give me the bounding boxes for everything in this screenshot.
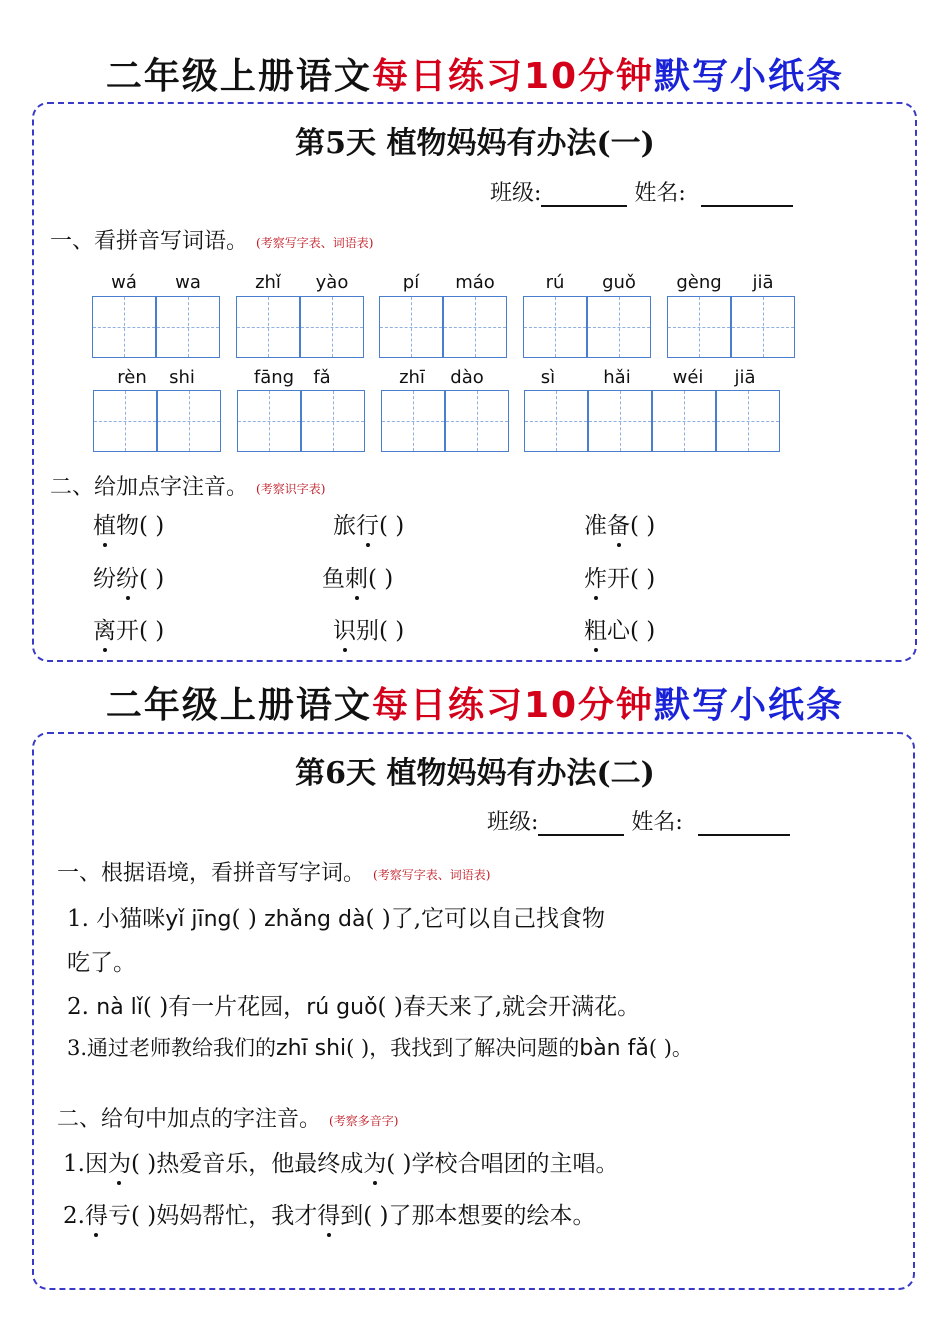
name-blank[interactable] bbox=[698, 812, 790, 836]
answer-paren[interactable]: ( ) bbox=[630, 618, 656, 644]
pinyin-label: máo bbox=[455, 272, 495, 293]
pinyin-prompt: bàn fǎ bbox=[579, 1036, 649, 1061]
writing-grid-cell[interactable] bbox=[300, 296, 364, 358]
question-1-cont: 吃了。 bbox=[67, 950, 136, 976]
dotted-char: 炸 bbox=[584, 560, 607, 593]
answer-paren[interactable]: ( )，我找到了解决问题的 bbox=[346, 1036, 580, 1060]
pinyin-label: wéi bbox=[672, 367, 704, 388]
answer-paren[interactable]: ( ) bbox=[630, 513, 656, 539]
pinyin-prompt: zhǎng dà bbox=[264, 907, 366, 932]
sentence-1: 1.因为( )热爱音乐，他最终成为( )学校合唱团的主唱。 bbox=[63, 1145, 618, 1178]
dotted-char: 识 bbox=[333, 612, 356, 645]
dotted-char: 备 bbox=[607, 507, 630, 540]
question-3: 3.通过老师教给我们的zhī shi( )，我找到了解决问题的bàn fǎ( )。 bbox=[67, 1036, 693, 1061]
writing-grid-cell[interactable] bbox=[445, 390, 509, 452]
section-heading-text: 一、根据语境，看拼音写字词。 bbox=[57, 861, 366, 886]
day5-title: 第5天 植物妈妈有办法(一) bbox=[295, 126, 655, 161]
word-item: 识别( ) bbox=[333, 612, 404, 645]
pinyin-label: fǎ bbox=[313, 367, 331, 388]
dotted-char: 离 bbox=[93, 612, 116, 645]
banner-part3: 默写小纸条 bbox=[654, 56, 845, 97]
pinyin-prompt: zhī shi bbox=[276, 1036, 347, 1061]
name-label: 姓名: bbox=[631, 810, 683, 835]
writing-grid-cell[interactable] bbox=[587, 296, 651, 358]
writing-grid-cell[interactable] bbox=[524, 390, 588, 452]
day6-section2-heading bbox=[57, 1102, 398, 1133]
banner-bottom bbox=[0, 677, 950, 728]
writing-grid-cell[interactable] bbox=[236, 296, 300, 358]
answer-paren[interactable]: ( ) bbox=[379, 513, 405, 539]
class-blank[interactable] bbox=[538, 812, 624, 836]
day5-section1-heading bbox=[50, 224, 373, 255]
pinyin-label: wá bbox=[111, 272, 137, 293]
writing-grid-cell[interactable] bbox=[379, 296, 443, 358]
pinyin-prompt: yǐ jīng bbox=[165, 907, 232, 932]
class-label: 班级: bbox=[487, 810, 539, 835]
word-item: 准备( ) bbox=[584, 507, 655, 540]
day6-section1-heading bbox=[57, 856, 490, 887]
pinyin-label: jiā bbox=[752, 272, 774, 293]
dotted-char: 植 bbox=[93, 507, 116, 540]
answer-paren[interactable]: ( ) bbox=[630, 566, 656, 592]
dotted-char: 粗 bbox=[584, 612, 607, 645]
writing-grid-cell[interactable] bbox=[92, 296, 156, 358]
banner-top bbox=[0, 48, 950, 99]
answer-paren[interactable]: ( ) bbox=[231, 906, 265, 932]
pinyin-label: rú bbox=[545, 272, 565, 293]
word-item: 鱼刺( ) bbox=[322, 560, 393, 593]
answer-paren[interactable]: ( )。 bbox=[648, 1036, 693, 1060]
writing-grid-cell[interactable] bbox=[237, 390, 301, 452]
writing-grid-cell[interactable] bbox=[157, 390, 221, 452]
day5-section2-heading bbox=[50, 470, 325, 501]
pinyin-label: wa bbox=[175, 272, 201, 293]
answer-paren[interactable]: ( ) bbox=[139, 566, 165, 592]
pinyin-label: yào bbox=[315, 272, 349, 293]
day6-class-name-row bbox=[487, 805, 790, 836]
answer-paren[interactable]: ( ) bbox=[368, 566, 394, 592]
pinyin-label: sì bbox=[540, 367, 556, 388]
name-blank[interactable] bbox=[701, 183, 793, 207]
pinyin-label: dào bbox=[450, 367, 484, 388]
banner-part2: 每日练习10分钟 bbox=[371, 56, 655, 97]
answer-paren[interactable]: ( )学校合唱团的主唱。 bbox=[386, 1151, 619, 1177]
pinyin-label: hǎi bbox=[603, 367, 631, 388]
writing-grid-cell[interactable] bbox=[523, 296, 587, 358]
dotted-char: 为 bbox=[108, 1145, 131, 1178]
answer-paren[interactable]: ( ) bbox=[139, 618, 165, 644]
writing-grid-cell[interactable] bbox=[588, 390, 652, 452]
answer-paren[interactable]: ( ) bbox=[379, 618, 405, 644]
answer-paren[interactable]: ( ) bbox=[139, 513, 165, 539]
dotted-char: 纷 bbox=[116, 560, 139, 593]
section-note: (考察多音字) bbox=[329, 1113, 399, 1128]
question-2: 2. nà lǐ( )有一片花园，rú guǒ( )春天来了,就会开满花。 bbox=[67, 994, 641, 1020]
word-item: 粗心( ) bbox=[584, 612, 655, 645]
pinyin-label: shi bbox=[169, 367, 195, 388]
pinyin-label: guǒ bbox=[602, 272, 636, 293]
question-1: 1. 小猫咪yǐ jīng( ) zhǎng dà( )了,它可以自己找食物 bbox=[67, 906, 606, 932]
class-label: 班级: bbox=[490, 181, 542, 206]
answer-paren[interactable]: 到( )了那本想要的绘本。 bbox=[340, 1203, 596, 1229]
section-heading-text: 一、看拼音写词语。 bbox=[50, 229, 249, 254]
writing-grid-cell[interactable] bbox=[716, 390, 780, 452]
pinyin-label: pí bbox=[402, 272, 420, 293]
answer-paren[interactable]: 亏( )妈妈帮忙，我才 bbox=[107, 1203, 318, 1229]
pinyin-prompt: rú guǒ bbox=[306, 995, 378, 1020]
word-item: 炸开( ) bbox=[584, 560, 655, 593]
writing-grid-cell[interactable] bbox=[731, 296, 795, 358]
dotted-char: 得 bbox=[85, 1197, 108, 1230]
name-label: 姓名: bbox=[634, 181, 686, 206]
word-item: 植物( ) bbox=[93, 507, 164, 540]
section-heading-text: 二、给加点字注音。 bbox=[50, 475, 249, 500]
dotted-char: 得 bbox=[317, 1197, 340, 1230]
pinyin-label: zhī bbox=[399, 367, 425, 388]
pinyin-label: rèn bbox=[117, 367, 147, 388]
day6-title: 第6天 植物妈妈有办法(二) bbox=[295, 756, 655, 791]
writing-grid-cell[interactable] bbox=[667, 296, 731, 358]
section-note: (考察写字表、词语表) bbox=[373, 867, 491, 882]
class-blank[interactable] bbox=[541, 183, 627, 207]
pinyin-prompt: nà lǐ bbox=[96, 995, 143, 1020]
writing-grid-cell[interactable] bbox=[93, 390, 157, 452]
pinyin-label: fāng bbox=[253, 367, 295, 388]
sentence-2: 2.得亏( )妈妈帮忙，我才得到( )了那本想要的绘本。 bbox=[63, 1197, 595, 1230]
section-note: (考察写字表、词语表) bbox=[256, 235, 374, 250]
writing-grid-cell[interactable] bbox=[156, 296, 220, 358]
pinyin-label: jiā bbox=[734, 367, 756, 388]
writing-grid-cell[interactable] bbox=[301, 390, 365, 452]
writing-grid-cell[interactable] bbox=[652, 390, 716, 452]
answer-paren[interactable]: ( )有一片花园， bbox=[142, 994, 307, 1020]
banner-part1: 二年级上册语文 bbox=[105, 685, 372, 726]
dotted-char: 为 bbox=[363, 1145, 386, 1178]
day5-class-name-row bbox=[490, 176, 793, 207]
pinyin-label: zhǐ bbox=[255, 272, 281, 293]
answer-paren[interactable]: ( )热爱音乐，他最终成 bbox=[130, 1151, 364, 1177]
banner-part1: 二年级上册语文 bbox=[105, 56, 372, 97]
word-item: 纷纷( ) bbox=[93, 560, 164, 593]
word-item: 旅行( ) bbox=[333, 507, 404, 540]
dotted-char: 刺 bbox=[345, 560, 368, 593]
pinyin-label: gèng bbox=[676, 272, 722, 293]
section-note: (考察识字表) bbox=[256, 481, 326, 496]
banner-part2: 每日练习10分钟 bbox=[371, 685, 655, 726]
word-item: 离开( ) bbox=[93, 612, 164, 645]
dotted-char: 行 bbox=[356, 507, 379, 540]
writing-grid-cell[interactable] bbox=[443, 296, 507, 358]
section-heading-text: 二、给句中加点的字注音。 bbox=[57, 1107, 322, 1132]
banner-part3: 默写小纸条 bbox=[654, 685, 845, 726]
writing-grid-cell[interactable] bbox=[381, 390, 445, 452]
